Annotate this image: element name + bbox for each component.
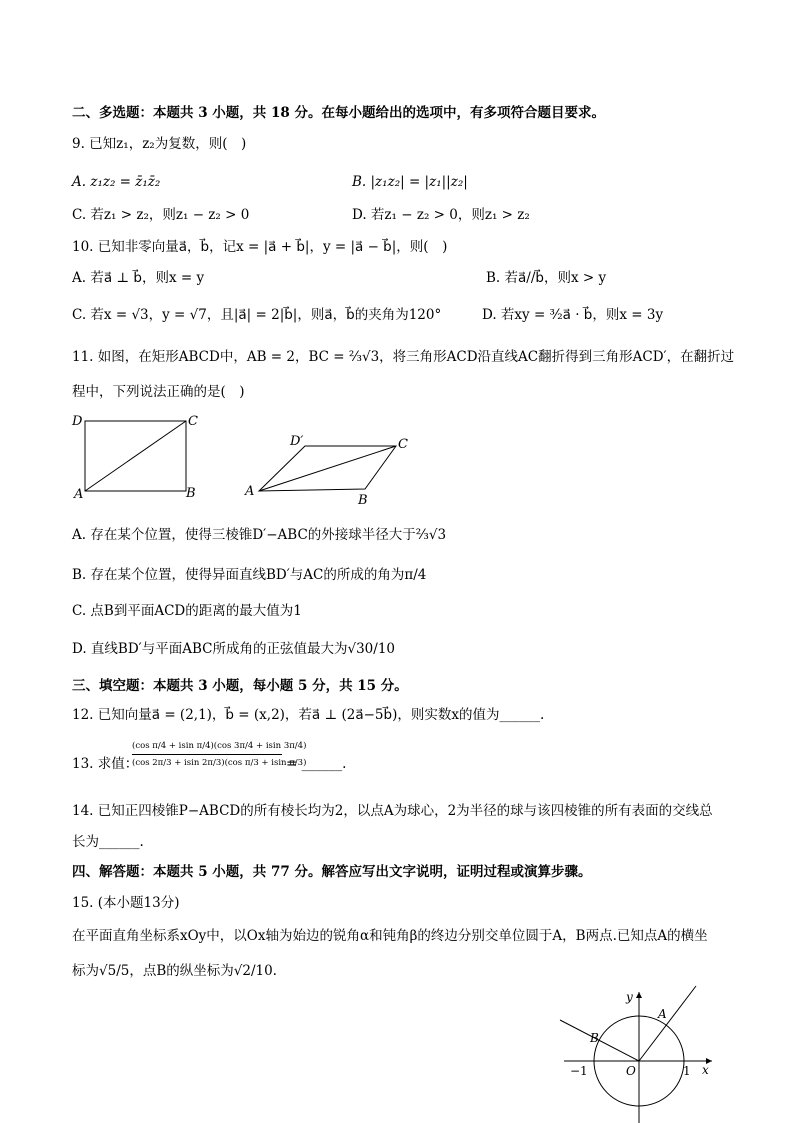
q11-option-b: B. 存在某个位置，使得异面直线BD′与AC的所成的角为π/4 (72, 567, 427, 583)
section-3-heading: 三、填空题：本题共 3 小题，每小题 5 分，共 15 分。 (72, 678, 408, 694)
label-D-prime: D′ (290, 434, 304, 449)
q15-head: 15. (本小题13分) (72, 895, 180, 911)
label-x: x (702, 1063, 709, 1077)
folded-figure (244, 434, 408, 505)
label-B2: B (358, 493, 368, 505)
label-C2: C (398, 437, 408, 452)
q14-line1: 14. 已知正四棱锥P−ABCD的所有棱长均为2，以点A为球心，2为半径的球与该四棱锥的所有表面的交线总 (72, 803, 713, 819)
ray-ob (560, 1020, 639, 1061)
q9-option-b: B. |z₁z₂| = |z₁||z₂| (352, 174, 468, 190)
label-O: O (626, 1064, 636, 1078)
label-one: 1 (683, 1064, 691, 1078)
q14-line2: 长为______. (72, 834, 144, 850)
q10-option-d: D. 若xy = ³⁄₂a⃗ · b⃗，则x = 3y (482, 307, 664, 323)
q10-stem: 10. 已知非零向量a⃗，b⃗，记x = |a⃗ + b⃗|，y = |a⃗ − b⃗|，则( ) (72, 239, 448, 255)
section-2-heading: 二、多选题：本题共 3 小题，共 18 分。在每小题给出的选项中，有多项符合题目要求。 (72, 105, 605, 121)
label-A: A (658, 1007, 667, 1021)
label-neg-one: −1 (570, 1064, 588, 1078)
q11-stem-line2: 程中，下列说法正确的是( ) (72, 384, 245, 400)
label-D: D (72, 414, 83, 429)
q10-option-b: B. 若a⃗//b⃗，则x > y (486, 270, 607, 286)
q11-option-d: D. 直线BD′与平面ABC所成角的正弦值最大为√30/10 (72, 641, 395, 657)
q11-stem-line1: 11. 如图，在矩形ABCD中，AB = 2，BC = ⅔√3，将三角形ACD沿直线AC翻折得到三角形ACD′，在翻折过 (72, 349, 735, 365)
label-y: y (626, 990, 633, 1004)
q13-prefix: 13. 求值： (72, 756, 139, 772)
q11-option-a: A. 存在某个位置，使得三棱锥D′−ABC的外接球半径大于⅔√3 (72, 527, 447, 543)
section-4-heading: 四、解答题：本题共 5 小题，共 77 分。解答应写出文字说明，证明过程或演算步骤。 (72, 864, 592, 880)
q9-option-d: D. 若z₁ − z₂ > 0，则z₁ > z₂ (352, 207, 530, 223)
q9-option-c: C. 若z₁ > z₂，则z₁ − z₂ > 0 (72, 207, 250, 223)
q9-option-a: A. z₁z₂ = z̄₁z̄₂ (72, 174, 161, 190)
q13-numerator: (cos π/4 + isin π/4)(cos 3π/4 + isin 3π/4) (132, 741, 307, 751)
q9-stem: 9. 已知z₁，z₂为复数，则( ) (72, 136, 247, 152)
q10-option-c: C. 若x = √3，y = √7，且|a⃗| = 2|b⃗|，则a⃗，b⃗的夹角为120° (72, 307, 442, 323)
label-B: B (186, 486, 196, 501)
q11-option-c: C. 点B到平面ACD的距离的最大值为1 (72, 603, 302, 619)
ray-oa (639, 986, 696, 1061)
q11-figure (68, 410, 428, 505)
label-C: C (188, 414, 198, 429)
q13-fraction (132, 740, 307, 769)
label-A2: A (245, 484, 255, 499)
label-A: A (74, 487, 84, 502)
label-B: B (590, 1031, 599, 1045)
q12-text: 12. 已知向量a⃗ = (2,1)，b⃗ = (x,2)，若a⃗ ⊥ (2a⃗−5b⃗)，则实数x的值为______. (72, 707, 545, 723)
rectangle-abcd (71, 414, 198, 502)
unit-circle-figure (556, 984, 726, 1123)
q13-denominator: (cos 2π/3 + isin 2π/3)(cos π/3 + isin π/3) (132, 758, 307, 768)
q15-line1: 在平面直角坐标系xOy中，以Ox轴为始边的锐角α和钝角β的终边分别交单位圆于A，B两点.已知点A的横坐 (72, 928, 708, 944)
q13-suffix: = ______. (286, 756, 347, 772)
q10-option-a: A. 若a⃗ ⊥ b⃗，则x = y (72, 270, 205, 286)
q15-line2: 标为√5/5，点B的纵坐标为√2/10. (72, 963, 277, 979)
